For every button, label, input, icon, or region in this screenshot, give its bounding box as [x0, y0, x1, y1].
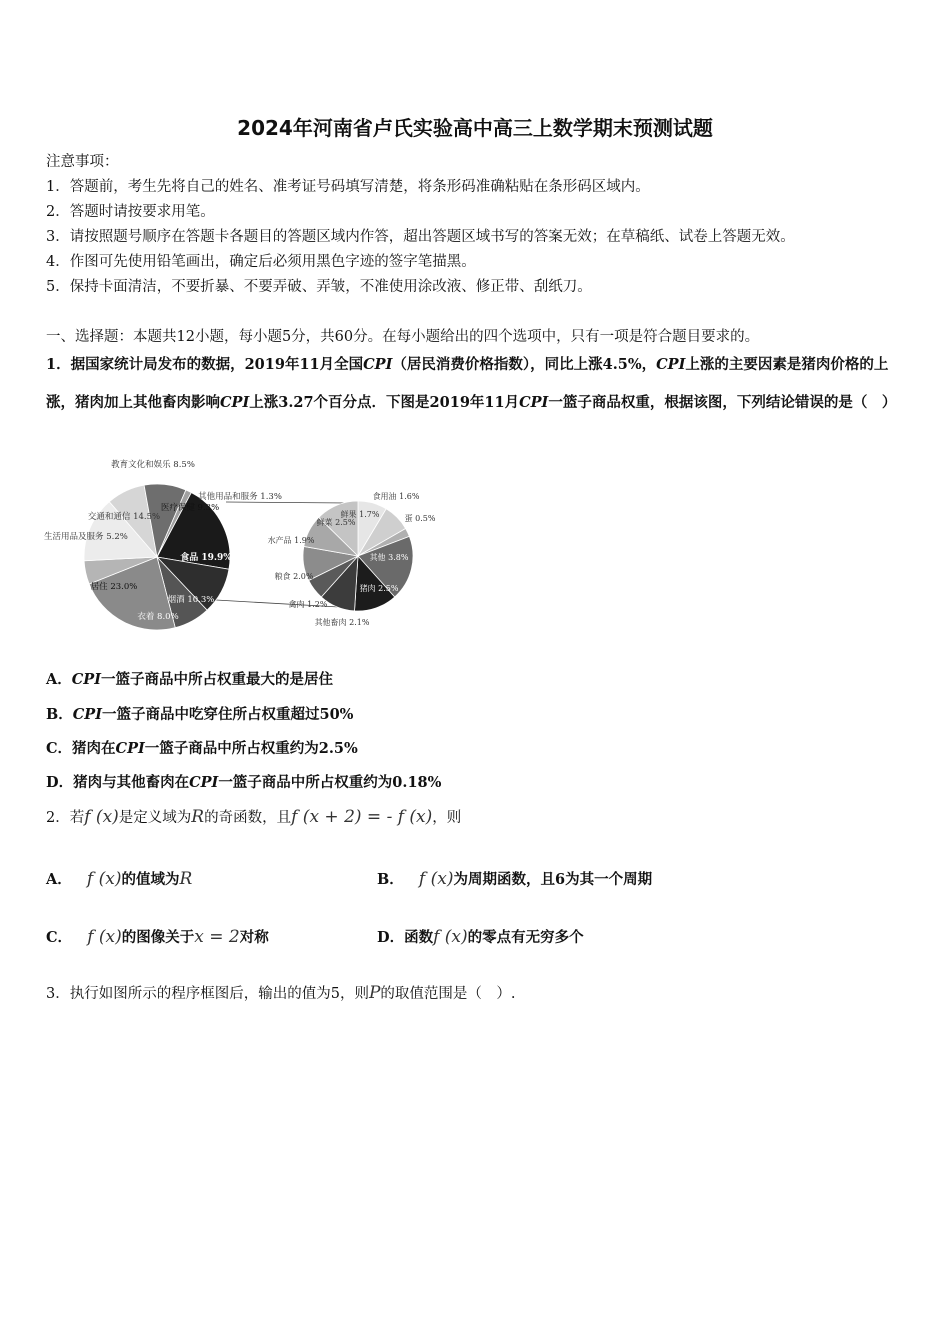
pie-label: 粮食 2.0% — [274, 572, 314, 581]
section-heading: 一、选择题：本题共12小题，每小题5分，共60分。在每小题给出的四个选项中，只有一项是符合题目要求的。 — [46, 329, 760, 345]
cpi-term: CPI — [220, 394, 250, 411]
cpi-term: CPI — [189, 774, 219, 791]
pie-label: 鲜果 1.7% — [340, 510, 380, 519]
pie-label: 衣着 8.0% — [137, 612, 179, 622]
cpi-pie-chart — [44, 455, 454, 645]
q1-text: 上涨的主要因素是猪肉价格的上涨，猪肉加上其他畜肉影响 — [46, 356, 889, 411]
cpi-term: CPI — [519, 394, 549, 411]
question-3 — [46, 982, 516, 1003]
notice-section — [46, 150, 916, 300]
q1-text: 一篮子商品权重，根据该图，下列结论错误的是（ ） — [548, 394, 897, 411]
q2-option-b[interactable] — [377, 868, 652, 889]
question-2 — [46, 806, 461, 827]
notice-item: 5．保持卡面清洁，不要折暴、不要弄破、弄皱，不准使用涂改液、修正带、刮纸刀。 — [46, 279, 592, 295]
option-letter: B． — [46, 706, 73, 723]
option-text: 对称 — [239, 929, 269, 946]
option-letter: B． — [377, 871, 404, 888]
q1-option-d[interactable] — [46, 771, 441, 792]
math-expression: f (x + 2) = - f (x) — [291, 807, 433, 827]
notice-heading: 注意事项： — [46, 154, 119, 170]
option-letter: C． — [46, 929, 73, 946]
math-expression: x = 2 — [194, 927, 240, 947]
q1-text: 1．据国家统计局发布的数据，2019年11月全国 — [46, 356, 364, 373]
pie-label: 水产品 1.9% — [267, 536, 315, 545]
pie-label: 医疗保健 9.3% — [160, 503, 220, 513]
option-letter: D． — [377, 929, 405, 946]
option-letter: A． — [46, 871, 72, 888]
option-letter: A． — [46, 671, 72, 688]
option-text: 为周期函数，且6为其一个周期 — [453, 871, 653, 888]
option-text: 一篮子商品中所占权重最大的是居住 — [101, 671, 333, 688]
option-text: 一篮子商品中所占权重约为2.5% — [144, 740, 358, 757]
q2-text: ，则 — [432, 810, 462, 826]
option-text: 猪肉在 — [72, 740, 116, 757]
cpi-term: CPI — [71, 671, 101, 688]
pie-label: 其他用品和服务 1.3% — [198, 492, 282, 502]
q1-option-b[interactable] — [46, 703, 353, 724]
page-title: 2024年河南省卢氏实验高中高三上数学期末预测试题 — [237, 116, 713, 140]
q2-option-d[interactable] — [377, 926, 584, 947]
q2-option-a[interactable] — [46, 868, 192, 889]
option-text: 猪肉与其他畜肉在 — [73, 774, 190, 791]
math-expression: f (x) — [84, 807, 119, 827]
option-letter: D． — [46, 774, 74, 791]
math-expression: R — [179, 869, 193, 889]
pie-label: 禽肉 1.2% — [288, 600, 328, 609]
math-expression: f (x) — [433, 927, 468, 947]
q2-option-c[interactable] — [46, 926, 269, 947]
q2-text: 是定义域为 — [118, 810, 192, 826]
notice-item: 2．答题时请按要求用笔。 — [46, 204, 215, 220]
pie-label: 其他畜肉 2.1% — [314, 618, 370, 627]
option-text: 的值域为 — [121, 871, 180, 888]
pie-label: 烟酒 10.3% — [167, 595, 215, 605]
cpi-term: CPI — [656, 356, 686, 373]
pie-label: 猪肉 2.5% — [359, 584, 399, 593]
notice-item: 3．请按照题号顺序在答题卡各题目的答题区域内作答，超出答题区域书写的答案无效；在草稿纸、试卷上答题无效。 — [46, 229, 795, 245]
pie-label: 居住 23.0% — [90, 582, 138, 592]
q1-text: （居民消费价格指数），同比上涨4.5%， — [392, 356, 657, 373]
cpi-term: CPI — [115, 740, 145, 757]
math-expression: f (x) — [418, 869, 454, 889]
pie-label: 食用油 1.6% — [372, 492, 420, 501]
q1-text: 上涨3.27个百分点．下图是2019年11月 — [249, 394, 520, 411]
pie-label: 其他 3.8% — [369, 553, 409, 562]
math-expression: f (x) — [86, 869, 122, 889]
option-text: 的零点有无穷多个 — [467, 929, 584, 946]
option-letter: C． — [46, 740, 73, 757]
q2-text: 的奇函数，且 — [204, 810, 292, 826]
pie-label: 食品 19.9% — [180, 553, 232, 563]
option-text: 一篮子商品中吃穿住所占权重超过50% — [102, 706, 354, 723]
option-text: 一篮子商品中所占权重约为0.18% — [218, 774, 442, 791]
option-text: 函数 — [404, 929, 434, 946]
q1-option-c[interactable] — [46, 737, 358, 758]
connector-line — [226, 502, 349, 503]
math-expression: R — [191, 807, 205, 827]
cpi-term: CPI — [72, 706, 102, 723]
question-1 — [46, 346, 908, 422]
q3-text: 3．执行如图所示的程序框图后，输出的值为5，则 — [46, 986, 369, 1002]
pie-label: 交通和通信 14.5% — [87, 512, 161, 522]
pie-label: 蛋 0.5% — [404, 514, 436, 523]
math-expression: f (x) — [87, 927, 122, 947]
math-expression: P — [368, 983, 381, 1003]
pie-label: 生活用品及服务 5.2% — [44, 532, 128, 542]
option-text: 的图像关于 — [121, 929, 195, 946]
notice-item: 4．作图可先使用铅笔画出，确定后必须用黑色字迹的签字笔描黑。 — [46, 254, 476, 270]
pie-chart-svg — [44, 455, 454, 645]
notice-item: 1．答题前，考生先将自己的姓名、准考证号码填写清楚，将条形码准确粘贴在条形码区域内。 — [46, 179, 650, 195]
pie-label: 教育文化和娱乐 8.5% — [111, 460, 195, 470]
q2-text: 2．若 — [46, 810, 85, 826]
cpi-term: CPI — [363, 356, 393, 373]
pie-label: 鲜菜 2.5% — [316, 518, 356, 527]
q3-text: 的取值范围是（ ）. — [380, 986, 516, 1002]
q1-option-a[interactable] — [46, 668, 333, 689]
